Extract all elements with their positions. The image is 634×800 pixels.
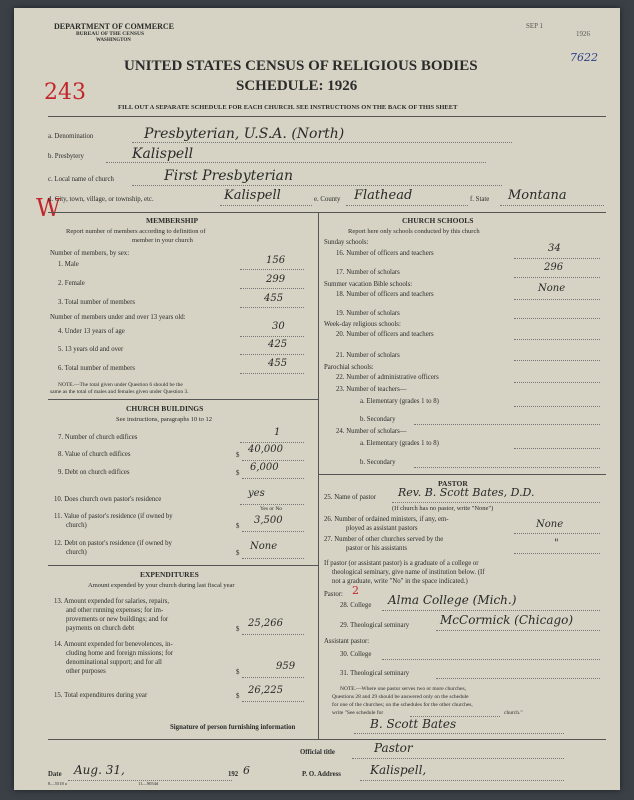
residence-value-label-line1: 11. Value of pastor's residence (if owned by xyxy=(54,513,173,520)
running-expenses-label-line1: 13. Amount expended for salaries, repairs, xyxy=(54,598,170,605)
received-stamp-year: 1926 xyxy=(576,30,590,38)
department-name: DEPARTMENT OF COMMERCE xyxy=(54,22,175,31)
owns-residence-label: 10. Does church own pastor's residence xyxy=(54,496,162,503)
members-by-age-label: Number of members under and over 13 years old: xyxy=(50,314,186,321)
membership-sub2: member in your church xyxy=(132,237,193,244)
pastor-college-value: Alma College (Mich.) xyxy=(388,593,517,607)
graduate-instruction-line1: If pastor (or assistant pastor) is a graduate of a college or xyxy=(324,560,479,567)
residence-value-label-line2: church) xyxy=(66,522,87,529)
over-13-label: 5. 13 years old and over xyxy=(58,346,124,353)
schools-heading: CHURCH SCHOOLS xyxy=(402,216,474,225)
membership-sub1: Report number of members according to definition of xyxy=(66,228,206,235)
male-label: 1. Male xyxy=(58,261,79,268)
graduate-instruction-line2: theological seminary, give name of institution below. (If xyxy=(332,569,485,576)
other-churches-label-line1: 27. Number of other churches served by the xyxy=(324,536,444,543)
membership-note-line2: same as the total of males and females given under Question 3. xyxy=(50,389,189,395)
pastor-note-line5: church." xyxy=(504,710,523,716)
benevolences-label-line1: 14. Amount expended for benevolences, in- xyxy=(54,641,173,648)
expenditures-heading: EXPENDITURES xyxy=(140,570,199,579)
county-value: Flathead xyxy=(354,188,413,203)
dollar-sign: $ xyxy=(236,669,240,676)
assistant-ministers-label-line1: 26. Number of ordained ministers, if any, em- xyxy=(324,516,449,523)
total-members-age-label: 6. Total number of members xyxy=(58,365,135,372)
total-members-label: 3. Total number of members xyxy=(58,299,135,306)
benevolences-label-line2: cluding home and foreign missions; for xyxy=(66,650,174,657)
assistant-pastor-label: Assistant pastor: xyxy=(324,638,370,645)
county-label: e. County xyxy=(314,196,341,203)
red-pastor-mark: 2 xyxy=(352,584,359,597)
dollar-sign: $ xyxy=(236,693,240,700)
dollar-sign: $ xyxy=(236,550,240,557)
form-title: UNITED STATES CENSUS OF RELIGIOUS BODIES xyxy=(124,58,478,74)
total-members-age-value: 455 xyxy=(268,358,288,369)
summer-schools-label: Summer vacation Bible schools: xyxy=(324,281,413,288)
church-name-label: c. Local name of church xyxy=(48,176,114,183)
pastor-name-label: 25. Name of pastor xyxy=(324,494,377,501)
red-w-mark: W xyxy=(36,194,61,222)
secondary-scholars-label: b. Secondary xyxy=(360,459,396,466)
secondary-teachers-label: b. Secondary xyxy=(360,416,396,423)
pastor-seminary-value: McCormick (Chicago) xyxy=(440,613,574,627)
presbytery-value: Kalispell xyxy=(132,146,194,162)
benevolences-label-line3: denominational support; and for all xyxy=(66,659,162,666)
form-number: 8—5518 a xyxy=(48,781,67,786)
weekday-schools-label: Week-day religious schools: xyxy=(324,321,401,328)
pastor-none-hint: (If church has no pastor, write "None") xyxy=(392,505,494,512)
benevolences-label-line4: other purposes xyxy=(66,668,106,675)
administrative-officers-label: 22. Number of administrative officers xyxy=(336,374,439,381)
address-value: Kalispell, xyxy=(370,763,427,777)
year-prefix: 192 xyxy=(228,771,239,778)
total-expenditures-value: 26,225 xyxy=(248,685,283,696)
other-churches-label-line2: pastor or his assistants xyxy=(346,545,407,552)
denomination-value: Presbyterian, U.S.A. (North) xyxy=(144,126,345,142)
under-13-label: 4. Under 13 years of age xyxy=(58,328,125,335)
form-instructions: FILL OUT A SEPARATE SCHEDULE FOR EACH CHURCH. SEE INSTRUCTIONS ON THE BACK OF THIS SHEET xyxy=(118,104,458,111)
membership-note-line1: NOTE.—The total given under Question 6 should be the xyxy=(58,382,183,388)
elementary-teachers-label: a. Elementary (grades 1 to 8) xyxy=(360,398,439,405)
weekday-scholars-label: 21. Number of scholars xyxy=(336,352,400,359)
running-expenses-value: 25,266 xyxy=(248,618,283,629)
summer-teachers-label: 18. Number of officers and teachers xyxy=(336,291,434,298)
weekday-teachers-label: 20. Number of officers and teachers xyxy=(336,331,434,338)
parochial-schools-label: Parochial schools: xyxy=(324,364,374,371)
residence-debt-value: None xyxy=(250,541,278,552)
female-label: 2. Female xyxy=(58,280,85,287)
other-churches-value: " xyxy=(554,538,559,549)
dollar-sign: $ xyxy=(236,452,240,459)
residence-debt-label-line1: 12. Debt on pastor's residence (if owned by xyxy=(54,540,172,547)
pastor-seminary-label: 29. Theological seminary xyxy=(340,622,410,629)
female-value: 299 xyxy=(266,274,286,285)
signature-value: B. Scott Bates xyxy=(370,717,457,731)
state-label: f. State xyxy=(470,196,490,203)
summer-teachers-value: None xyxy=(538,283,566,294)
buildings-sub: See instructions, paragraphs 10 to 12 xyxy=(116,416,213,423)
sunday-scholars-value: 296 xyxy=(544,262,564,273)
edifices-count-value: 1 xyxy=(274,427,281,438)
red-number-mark: 243 xyxy=(44,80,86,105)
presbytery-label: b. Presbytery xyxy=(48,153,84,160)
owns-residence-value: yes xyxy=(248,488,265,499)
dollar-sign: $ xyxy=(236,523,240,530)
print-number: 11—9054d xyxy=(138,781,159,786)
bureau-name: BUREAU OF THE CENSUS xyxy=(76,31,145,37)
bureau-city: WASHINGTON xyxy=(96,38,131,43)
residence-debt-label-line2: church) xyxy=(66,549,87,556)
pastor-note-line4: write "See schedule for xyxy=(332,710,384,716)
benevolences-value: 959 xyxy=(276,661,296,672)
pastor-note-line3: for one of the churches; on the schedules for the other churches, xyxy=(332,702,473,708)
official-title-value: Pastor xyxy=(374,741,413,755)
running-expenses-label-line2: and other running expenses; for im- xyxy=(66,607,164,614)
running-expenses-label-line4: payments on church debt xyxy=(66,625,135,632)
total-expenditures-label: 15. Total expenditures during year xyxy=(54,692,148,699)
date-label: Date xyxy=(48,771,62,778)
residence-value-value: 3,500 xyxy=(254,515,283,526)
pastor-name-value: Rev. B. Scott Bates, D.D. xyxy=(398,486,535,499)
parochial-teachers-label: 23. Number of teachers— xyxy=(336,386,407,393)
city-label: d. City, town, village, or township, etc. xyxy=(48,196,154,203)
parochial-scholars-label: 24. Number of scholars— xyxy=(336,428,407,435)
schedule-title: SCHEDULE: 1926 xyxy=(236,78,358,94)
pastor-college-label: 28. College xyxy=(340,602,372,609)
edifices-value-label: 8. Value of church edifices xyxy=(58,451,131,458)
under-13-value: 30 xyxy=(272,321,285,332)
city-value: Kalispell xyxy=(224,188,281,203)
sunday-teachers-label: 16. Number of officers and teachers xyxy=(336,250,434,257)
assistant-seminary-label: 31. Theological seminary xyxy=(340,670,410,677)
edifices-debt-label: 9. Debt on church edifices xyxy=(58,469,130,476)
received-stamp: SEP 1 xyxy=(526,22,544,30)
expenditures-sub: Amount expended by your church during last fiscal year xyxy=(88,582,235,589)
graduate-instruction-line3: not a graduate, write "No" in the space indicated.) xyxy=(332,578,468,585)
date-value: Aug. 31, xyxy=(74,763,125,777)
denomination-label: a. Denomination xyxy=(48,133,94,140)
sunday-scholars-label: 17. Number of scholars xyxy=(336,269,400,276)
members-by-sex-label: Number of members, by sex: xyxy=(50,250,130,257)
assistant-college-label: 30. College xyxy=(340,651,372,658)
file-number-mark: 7622 xyxy=(570,51,598,64)
buildings-heading: CHURCH BUILDINGS xyxy=(126,404,204,413)
sunday-schools-label: Sunday schools: xyxy=(324,239,369,246)
church-name-value: First Presbyterian xyxy=(164,168,294,184)
assistant-ministers-label-line2: ployed as assistant pastors xyxy=(346,525,418,532)
signature-label: Signature of person furnishing information xyxy=(170,724,296,731)
elementary-scholars-label: a. Elementary (grades 1 to 8) xyxy=(360,440,439,447)
pastor-education-label: Pastor: xyxy=(324,591,343,598)
dollar-sign: $ xyxy=(236,470,240,477)
total-members-value: 455 xyxy=(264,293,284,304)
year-suffix: 6 xyxy=(243,764,250,777)
edifices-count-label: 7. Number of church edifices xyxy=(58,434,138,441)
official-title-label: Official title xyxy=(300,749,335,756)
address-label: P. O. Address xyxy=(302,771,341,778)
pastor-note-line2: Questions 28 and 29 should be answered only on the schedule xyxy=(332,694,469,700)
yes-no-hint: Yes or No xyxy=(260,506,283,512)
schools-sub: Report here only schools conducted by this church xyxy=(348,228,480,235)
census-schedule-page xyxy=(14,8,620,790)
assistant-ministers-value: None xyxy=(536,519,564,530)
male-value: 156 xyxy=(266,255,286,266)
pastor-heading: PASTOR xyxy=(438,479,468,488)
state-value: Montana xyxy=(508,188,567,203)
pastor-note-line1: NOTE.—Where one pastor serves two or more churches, xyxy=(340,686,466,692)
running-expenses-label-line3: provements or new buildings; and for xyxy=(66,616,169,623)
sunday-teachers-value: 34 xyxy=(548,243,561,254)
over-13-value: 425 xyxy=(268,339,288,350)
dollar-sign: $ xyxy=(236,626,240,633)
edifices-value-value: 40,000 xyxy=(248,444,283,455)
summer-scholars-label: 19. Number of scholars xyxy=(336,310,400,317)
edifices-debt-value: 6,000 xyxy=(250,462,279,473)
membership-heading: MEMBERSHIP xyxy=(146,216,199,225)
